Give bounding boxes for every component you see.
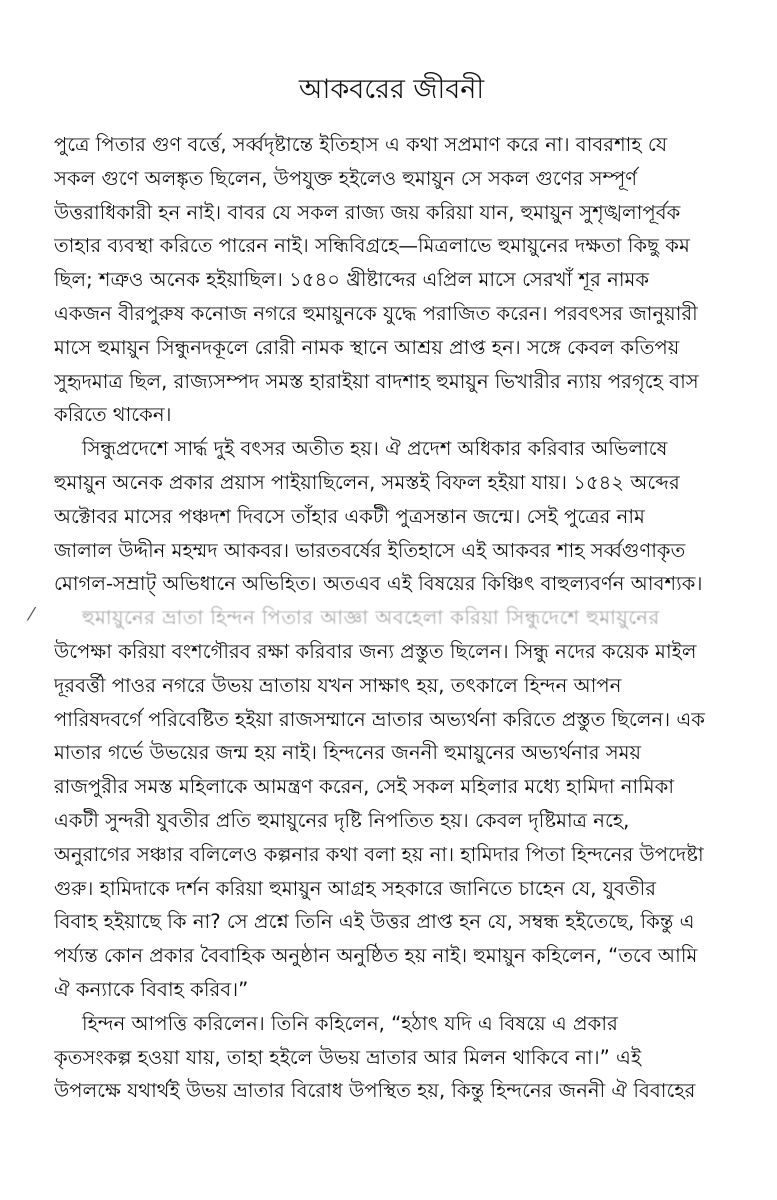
text-line: করিতে থাকেন। [54, 403, 172, 427]
text-line: পুত্রে পিতার গুণ বর্ত্তে, সর্ব্বদৃষ্টান্তে ইতিহাস এ কথা সপ্রমাণ করে না। বাবরশাহ যে [54, 133, 668, 156]
text-line: দূরবর্ত্তী পাওর নগরে উভয় ভ্রাতায় যখন সাক্ষাৎ হয়, তৎকালে হিন্দন আপন [54, 673, 622, 697]
text-line: মাতার গর্ভে উভয়ের জন্ম হয় নাই। হিন্দনের জননী হুমায়ুনের অভ্যর্থনার সময় [54, 741, 642, 765]
paragraph-4 [54, 1007, 729, 1108]
text-line: মাসে হুমায়ুন সিন্ধুনদকূলে রোরী নামক স্থানে আশ্রয় প্রাপ্ত হন। সঙ্গে কেবল কতিপয় [54, 335, 680, 359]
text-line: পর্য্যন্ত কোন প্রকার বৈবাহিক অনুষ্ঠান অনুষ্ঠিত হয় নাই। হুমায়ুন কহিলেন, “তবে আমি [54, 944, 698, 968]
text-line: তাহার ব্যবস্থা করিতে পারেন নাই। সন্ধিবিগ্রহে—মিত্রলাভে হুমায়ুনের দক্ষতা কিছু কম [54, 234, 690, 258]
text-line: রাজপুরীর সমস্ত মহিলাকে আমন্ত্রণ করেন, সেই সকল মহিলার মধ্যে হামিদা নামিকা [54, 775, 675, 799]
pencil-mark-icon: ⁄ [30, 604, 34, 625]
text-line: সিন্ধুপ্রদেশে সার্দ্ধ দুই বৎসর অতীত হয়। ঐ প্রদেশ অধিকার করিবার অভিলাষে [82, 437, 668, 461]
text-line: উপেক্ষা করিয়া বংশগৌরব রক্ষা করিবার জন্য প্রস্তুত ছিলেন। সিন্ধু নদের কয়েক মাইল [54, 639, 697, 663]
text-line: একজন বীরপুরুষ কনোজ নগরে হুমায়ুনকে যুদ্ধে পরাজিত করেন। পরবৎসর জানুয়ারী [54, 301, 698, 325]
paragraph-3 [54, 601, 729, 1007]
text-line: হিন্দন আপত্তি করিলেন। তিনি কহিলেন, “হঠাৎ যদি এ বিষয়ে এ প্রকার [82, 1011, 618, 1035]
text-line: অক্টোবর মাসের পঞ্চদশ দিবসে তাঁহার একটী পুত্রসন্তান জন্মে। সেই পুত্রের নাম [54, 504, 645, 528]
text-line: গুরু। হামিদাকে দর্শন করিয়া হুমায়ুন আগ্রহ সহকারে জানিতে চাহেন যে, যুবতীর [54, 876, 656, 900]
text-line: উত্তরাধিকারী হন নাই। বাবর যে সকল রাজ্য জয় করিয়া যান, হুমায়ুন সুশৃঙ্খলাপূর্বক [54, 200, 681, 224]
text-line: পারিষদবর্গে পরিবেষ্টিত হইয়া রাজসম্মানে ভ্রাতার অভ্যর্থনা করিতে প্রস্তুত ছিলেন। এক [54, 707, 706, 731]
text-line: ছিল; শত্রুও অনেক হইয়াছিল। ১৫৪০ খ্রীষ্টাব্দের এপ্রিল মাসে সেরখাঁ শূর নামক [54, 268, 650, 292]
text-line: কৃতসংকল্প হওয়া যায়, তাহা হইলে উভয় ভ্রাতার আর মিলন থাকিবে না।” এই [54, 1045, 642, 1069]
text-line: বিবাহ হইয়াছে কি না? সে প্রশ্নে তিনি এই উত্তর প্রাপ্ত হন যে, সম্বন্ধ হইতেছে, কিন্তু এ [54, 910, 695, 934]
page-title: আকবরের জীবনী [298, 74, 485, 105]
text-line: সকল গুণে অলঙ্কৃত ছিলেন, উপযুক্ত হইলেও হুমায়ুন সে সকল গুণের সম্পূর্ণ [54, 166, 638, 190]
paragraph-1 [54, 128, 729, 432]
paragraph-2 [54, 432, 729, 601]
text-line: অনুরাগের সঞ্চার বলিলেও কল্পনার কথা বলা হয় না। হামিদার পিতা হিন্দনের উপদেষ্টা [54, 842, 704, 866]
text-line: সুহৃদমাত্র ছিল, রাজ্যসম্পদ সমস্ত হারাইয়া বাদশাহ হুমায়ুন ভিখারীর ন্যায় পরগৃহে বাস [54, 369, 699, 393]
text-line: হুমায়ুন অনেক প্রকার প্রয়াস পাইয়াছিলেন, সমস্তই বিফল হইয়া যায়। ১৫৪২ অব্দের [54, 470, 680, 494]
text-line: একটী সুন্দরী যুবতীর প্রতি হুমায়ুনের দৃষ্টি নিপতিত হয়। কেবল দৃষ্টিমাত্র নহে, [54, 808, 630, 832]
text-line: জালাল উদ্দীন মহম্মদ আকবর। ভারতবর্ষের ইতিহাসে এই আকবর শাহ সর্ব্বগুণাকৃত [54, 538, 686, 562]
text-line: ঐ কন্যাকে বিবাহ করিব।” [54, 977, 249, 1001]
faded-text-line: হুমায়ুনের ভ্রাতা হিন্দন পিতার আজ্ঞা অবহেলা করিয়া সিন্ধুদেশে হুমায়ুনের [82, 606, 660, 630]
text-line: উপলক্ষে যথার্থই উভয় ভ্রাতার বিরোধ উপস্থিত হয়, কিন্তু হিন্দনের জননী ঐ বিবাহের [54, 1079, 696, 1103]
text-line: মোগল-সম্রাট্ অভিধানে অভিহিত। অতএব এই বিষয়ের কিঞ্চিৎ বাহুল্যবর্ণন আবশ্যক। [54, 572, 703, 596]
